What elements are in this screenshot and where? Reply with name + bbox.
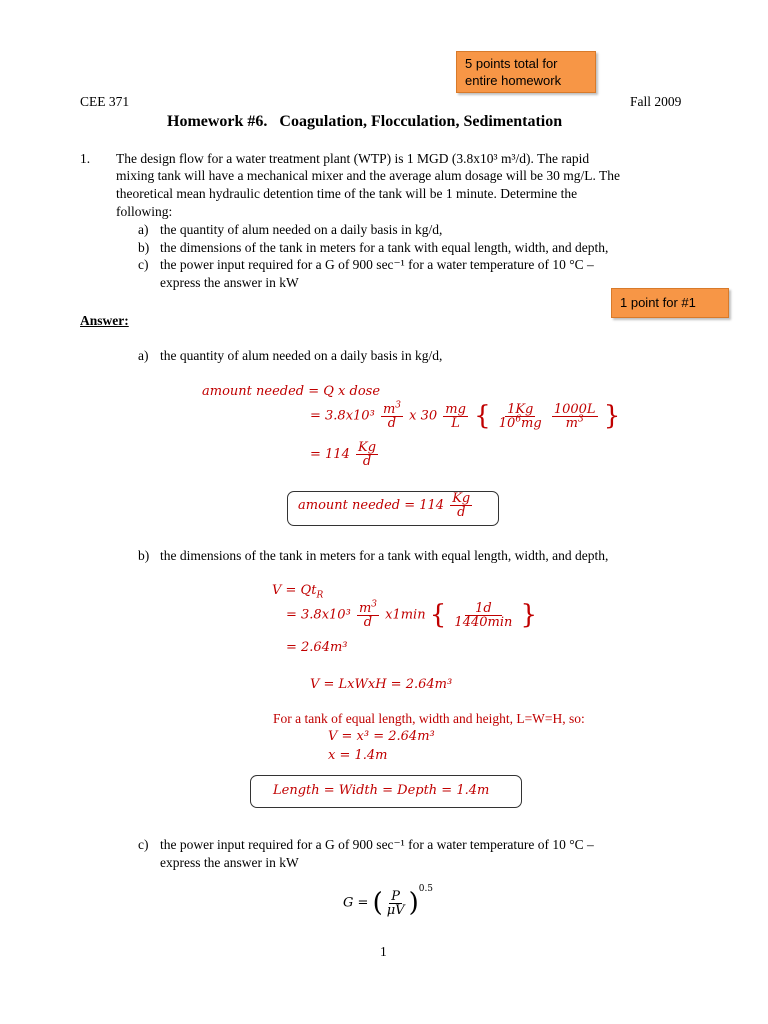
item-c-label: c): [138, 257, 149, 272]
part-b-eq2-prefix: = 3.8x10³: [286, 607, 351, 623]
problem-line-1: The design flow for a water treatment plant (WTP) is 1 MGD (3.8x10³ m³/d). The rapid: [116, 151, 590, 166]
part-c-formula-lhs: G =: [343, 895, 369, 911]
part-a-equation-1: amount needed = Q x dose: [202, 384, 381, 399]
points-total-text: 5 points total for entire homework: [465, 56, 562, 88]
part-c-text: the power input required for a G of 900 sec⁻¹ for a water temperature of 10 °C –: [160, 837, 594, 852]
part-a-text: the quantity of alum needed on a daily basis in kg/d,: [160, 348, 443, 363]
problem-number: 1.: [80, 151, 91, 166]
item-c-text: the power input required for a G of 900 sec⁻¹ for a water temperature of 10 °C –: [160, 257, 594, 272]
part-b-boxed-answer: Length = Width = Depth = 1.4m: [273, 783, 490, 798]
part-b-equation-5: V = x³ = 2.64m³: [328, 729, 435, 744]
problem-line-4: following:: [116, 204, 173, 219]
point-one-note: [611, 288, 729, 318]
item-b-label: b): [138, 240, 150, 255]
part-a-equation-2: = 3.8x10³ $\frac{m^3}{d}$ x 30 $\frac{mg}{L}$ { $\frac{1Kg}{10^6mg}$ $\frac{1000L}{m^3}$ }: [310, 400, 621, 431]
part-b-equation-4: V = LxWxH = 2.64m³: [310, 677, 453, 692]
term: Fall 2009: [630, 94, 682, 109]
page-number: 1: [380, 944, 387, 959]
course-code: CEE 371: [80, 94, 130, 109]
part-a-boxed-text: amount needed = 114: [298, 498, 445, 513]
part-b-statement: For a tank of equal length, width and height, L=W=H, so:: [273, 711, 585, 726]
part-c-label: c): [138, 837, 149, 852]
problem-line-2: mixing tank will have a mechanical mixer and the average alum dosage will be 30 mg/L. The: [116, 168, 620, 183]
part-a-equation-3: = 114 $\frac{Kg}{d}$: [310, 440, 377, 469]
item-a-text: the quantity of alum needed on a daily basis in kg/d,: [160, 222, 443, 237]
part-a-eq2-prefix: = 3.8x10³: [310, 408, 375, 424]
page-title: Homework #6. Coagulation, Flocculation, Sedimentation: [167, 113, 563, 130]
part-a-result: = 114: [310, 447, 350, 462]
point-one-text: 1 point for #1: [620, 295, 696, 310]
part-c-text-continued: express the answer in kW: [160, 855, 299, 870]
part-a-boxed-answer: amount needed = 114 $\frac{Kg}{d}$: [298, 491, 471, 520]
part-b-equation-1: $V = Qt_R$: [272, 583, 324, 601]
part-a-label: a): [138, 348, 149, 363]
part-b-label: b): [138, 548, 150, 563]
part-b-equation-3: = 2.64m³: [286, 640, 348, 655]
part-b-equation-2: = 3.8x10³ $\frac{m^3}{d}$ x1min { $\frac{1d}{1440\min}$ }: [286, 599, 538, 630]
points-total-note: [456, 51, 596, 93]
problem-line-3: theoretical mean hydraulic detention time of the tank will be 1 minute. Determine the: [116, 186, 578, 201]
part-b-eq1-text: V = Qt: [272, 583, 317, 598]
part-b-equation-6: x = 1.4m: [328, 748, 388, 763]
part-c-formula: G = ( $\frac{P}{\mu V}$ )$^{0.5}$: [343, 884, 434, 918]
part-b-text: the dimensions of the tank in meters for a tank with equal length, width, and depth,: [160, 548, 609, 563]
item-c-continued: express the answer in kW: [160, 275, 299, 290]
item-b-text: the dimensions of the tank in meters for a tank with equal length, width, and depth,: [160, 240, 609, 255]
item-a-label: a): [138, 222, 149, 237]
answer-heading: Answer:: [80, 313, 129, 328]
